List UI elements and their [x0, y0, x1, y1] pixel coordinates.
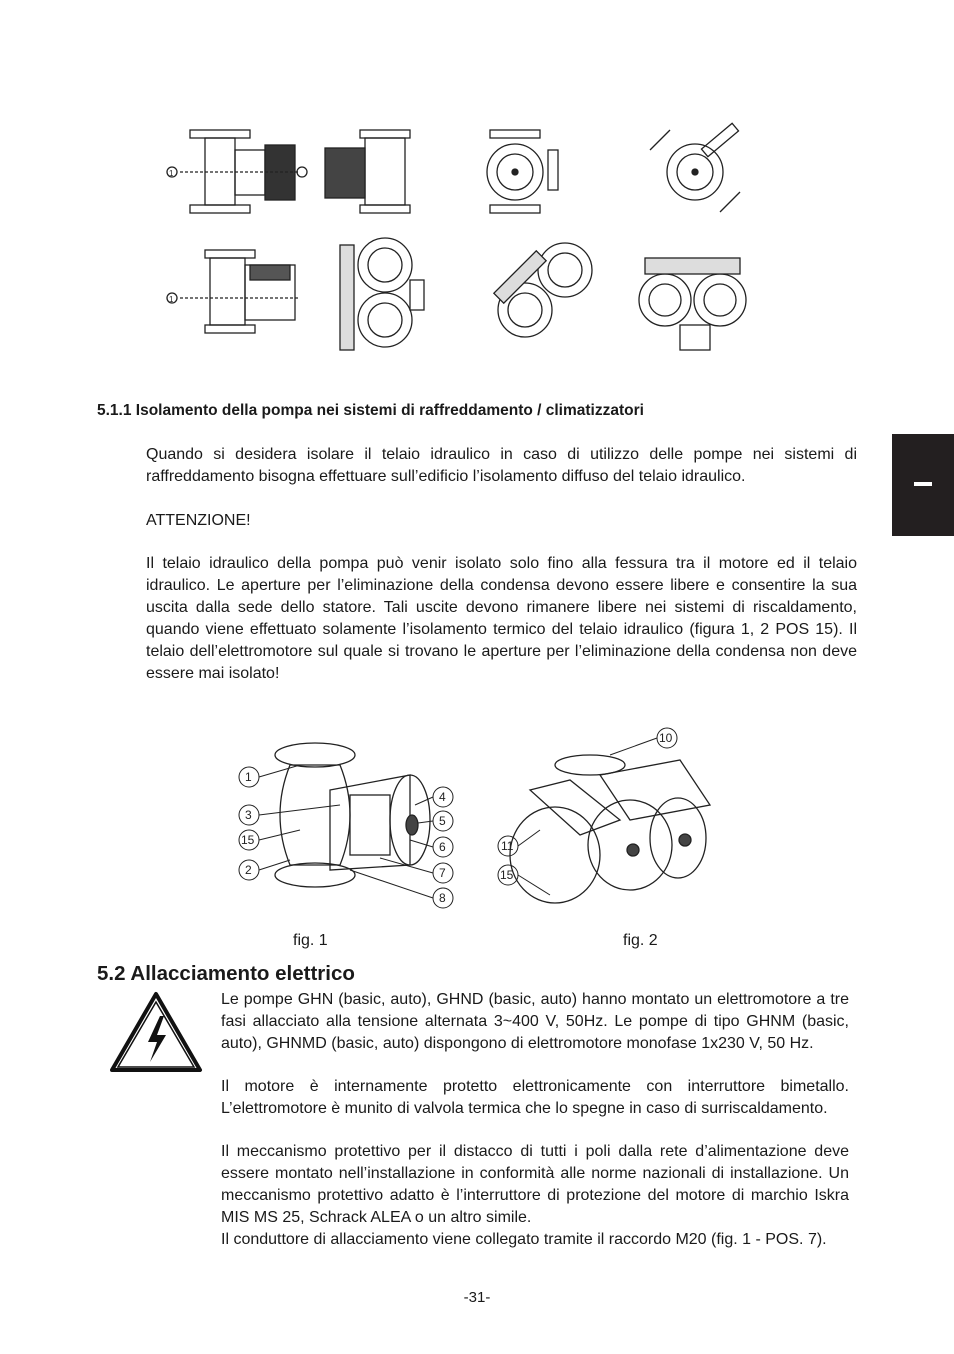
paragraph-protective-mechanism: Il meccanismo protettivo per il distacco di tutti i poli dalla rete d’alimentazione deve essere montato nell’installazione in conformità alle norme nazionali di installazione. Un meccanismo protettivo adatto è l’interruttore di protezione del motore di marchio Iskra MIS MS 25, Schrack ALEA o un altro simile. [221, 1143, 849, 1226]
section-heading-5-1-1: 5.1.1 Isolamento della pompa nei sistemi di raffreddamento / climatizzatori [97, 402, 644, 419]
pump-side-view-3 [167, 250, 300, 333]
language-tab-marker-icon [892, 434, 954, 536]
pump-side-view-1 [167, 130, 307, 213]
fig2-caption: fig. 2 [623, 932, 658, 949]
svg-text:15: 15 [500, 868, 514, 882]
svg-text:6: 6 [439, 840, 446, 854]
svg-text:1: 1 [169, 169, 174, 178]
pump-mounting-positions-figure [160, 120, 780, 360]
pump-side-view-2 [325, 130, 410, 213]
svg-text:2: 2 [245, 863, 252, 877]
svg-text:5: 5 [439, 814, 446, 828]
fig2-callouts [498, 728, 677, 895]
svg-text:8: 8 [439, 891, 446, 905]
svg-text:1: 1 [245, 770, 252, 784]
paragraph-motor-protection: Il motore è internamente protetto elettronicamente con interruttore bimetallo. L’elettromotore è munito di valvola termica che lo spegne in caso di surriscaldamento. [221, 1078, 849, 1117]
twin-pump-diagonal-view [494, 243, 592, 337]
svg-text:4: 4 [439, 790, 446, 804]
electrical-hazard-warning-icon [108, 990, 204, 1076]
pump-front-view-1 [487, 130, 558, 213]
attention-label: ATTENZIONE! [146, 512, 251, 529]
section-heading-5-2: 5.2 Allacciamento elettrico [97, 962, 355, 985]
svg-text:7: 7 [439, 866, 446, 880]
svg-text:3: 3 [245, 808, 252, 822]
twin-pump-vertical-view [340, 238, 424, 350]
paragraph-insulation-intro: Quando si desidera isolare il telaio idraulico in caso di utilizzo delle pompe nei sistemi di raffreddamento bisogna effettuare sull’edificio l’isolamento diffuso del telaio idraulico. [146, 446, 857, 485]
twin-pump-horizontal-view [639, 258, 746, 350]
page-number: -31- [463, 1289, 491, 1306]
svg-text:1: 1 [169, 295, 174, 304]
paragraph-connection-conductor: Il conduttore di allacciamento viene collegato tramite il raccordo M20 (fig. 1 - POS. 7). [221, 1231, 827, 1248]
fig1-caption: fig. 1 [293, 932, 328, 949]
fig2-twin-pump-drawing [510, 755, 710, 903]
pump-front-view-rotated [650, 123, 740, 212]
svg-text:10: 10 [659, 731, 673, 745]
paragraph-electrical-motors: Le pompe GHN (basic, auto), GHND (basic, auto) hanno montato un elettromotore a tre fasi allacciato alla tensione alternata 3~400 V, 50Hz. Le pompe di tipo GHNM (basic, auto), GHNMD (basic, auto) dispongono di elettromotore monofase 1x230 V, 50 Hz. [221, 991, 849, 1052]
svg-text:11: 11 [501, 839, 514, 853]
pump-figures-1-2 [230, 720, 730, 915]
svg-text:15: 15 [241, 833, 255, 847]
paragraph-insulation-details: Il telaio idraulico della pompa può venir isolato solo fino alla fessura tra il motore ed il telaio idraulico. Le aperture per l’eliminazione della condensa devono essere libere e consentire la sua uscita dalla sede dello statore. Tali uscite devono rimanere libere nei sistemi di riscaldamento, quando viene effettuato solamente l’isolamento termico del telaio idraulico (figura 1, 2 POS 15). Il telaio dell’elettromotore sul quale si trovano le aperture per l’eliminazione della condensa non deve essere mai isolato! [146, 555, 857, 682]
